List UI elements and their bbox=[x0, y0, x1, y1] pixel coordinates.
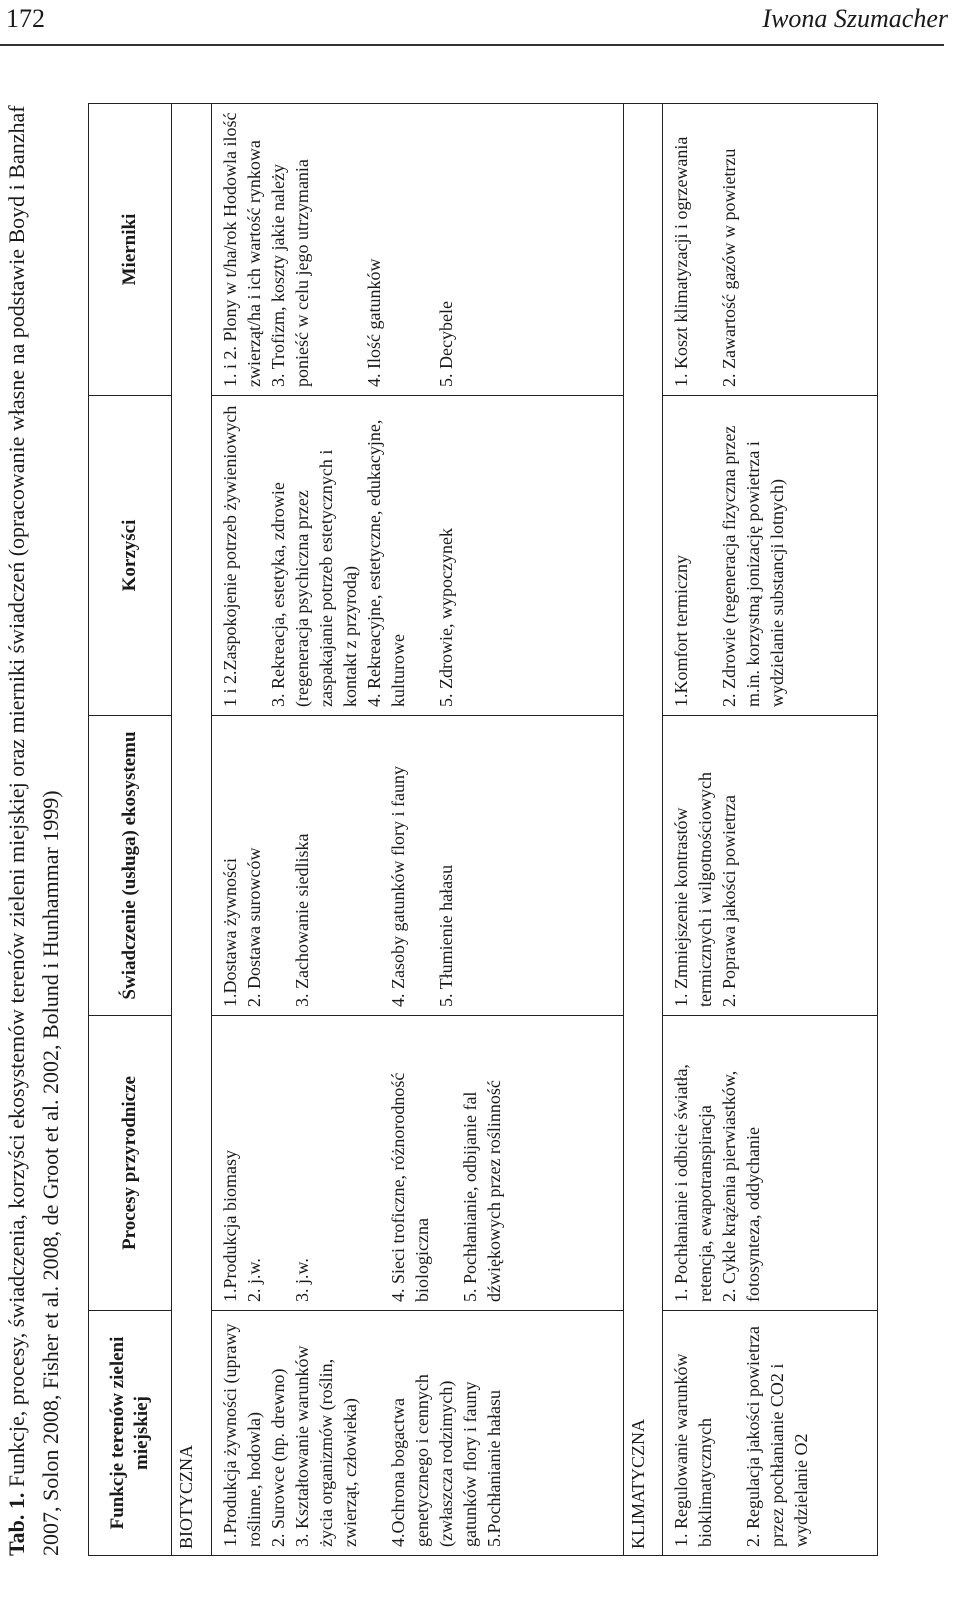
list-item: 1. Zmniejszenie kontrastów termicznych i wilgotnościowych bbox=[671, 772, 716, 1007]
list-item: 5. Decybele bbox=[436, 301, 457, 387]
list-item: 1.Komfort termiczny bbox=[671, 555, 692, 707]
list-item: 1. Regulowanie warunków bioklimatycznych bbox=[671, 1353, 716, 1547]
column-header-services: Świadczenie (usługa) ekosystemu bbox=[89, 716, 172, 1016]
column-header-functions: Funkcje terenów zieleni miejskiej bbox=[89, 1311, 172, 1556]
benefits-cell bbox=[212, 396, 624, 716]
processes-cell bbox=[212, 1016, 624, 1311]
table-header-row bbox=[89, 104, 172, 1556]
list-item: 2. Poprawa jakości powietrza bbox=[719, 795, 740, 1007]
list-item: 2. Cykle krążenia pierwiastków, fotosynteza, oddychanie bbox=[719, 1070, 764, 1302]
list-item: 1. Pochłanianie i odbicie światła, retencja, ewapotranspiracja bbox=[671, 1064, 716, 1302]
list-item: 1 i 2.Zaspokojenie potrzeb żywieniowych bbox=[220, 405, 241, 707]
functions-cell bbox=[212, 1311, 624, 1556]
list-item: 1.Dostawa żywności bbox=[220, 858, 241, 1007]
list-item: 5.Pochłanianie hałasu bbox=[484, 1390, 505, 1547]
list-item: 1. i 2. Plony w t/ha/rok Hodowla ilość zwierząt/ha i ich wartość rynkowa bbox=[220, 112, 265, 387]
services-cell bbox=[663, 716, 878, 1016]
table-caption bbox=[0, 76, 68, 1556]
section-row-biotyczna bbox=[172, 104, 212, 1556]
list-item: 1.Produkcja żywności (uprawy roślinne, hodowla) bbox=[220, 1323, 265, 1547]
list-item: 3. Kształtowanie warunków życia organizmów (roślin, zwierząt, człowieka) bbox=[292, 1345, 361, 1547]
list-item: 5. Zdrowie, wypoczynek bbox=[436, 528, 457, 707]
caption-label: Tab. 1. bbox=[4, 1492, 29, 1556]
measures-cell bbox=[212, 104, 624, 396]
section-title: KLIMATYCZNA bbox=[623, 104, 663, 1556]
header-rule bbox=[0, 44, 944, 46]
list-item: 4. Sieci troficzne, różnorodność biologiczna bbox=[388, 1072, 433, 1302]
list-item: 2. Surowce (np. drewno) bbox=[268, 1368, 289, 1547]
running-head-author: Iwona Szumacher bbox=[762, 4, 948, 33]
list-item: 3. Rekreacja, estetyka, zdrowie (regeneracja psychiczna przez zaspakajanie potrzeb estetycznych i kontakt z przyrodą) bbox=[268, 449, 361, 707]
list-item: 2. Zdrowie (regeneracja fizyczna przez m.in. korzystną jonizację powietrza i wydzielanie substancji lotnych) bbox=[719, 425, 788, 707]
column-header-processes: Procesy przyrodnicze bbox=[89, 1016, 172, 1311]
section-row-klimatyczna bbox=[623, 104, 663, 1556]
list-item: 2. Zawartość gazów w powietrzu bbox=[719, 148, 740, 387]
list-item: 3. Zachowanie siedliska bbox=[292, 833, 313, 1007]
section-title: BIOTYCZNA bbox=[172, 104, 212, 1556]
ecosystem-services-table bbox=[88, 103, 878, 1556]
measures-cell bbox=[663, 104, 878, 396]
list-item: 2. Regulacja jakości powietrza przez pochłanianie CO2 i wydzielanie O2 bbox=[743, 1326, 812, 1547]
benefits-cell bbox=[663, 396, 878, 716]
list-item: 5. Tłumienie hałasu bbox=[436, 864, 457, 1007]
list-item: 4.Ochrona bogactwa genetycznego i cennych (zwłaszcza rodzimych) gatunków flory i fauny bbox=[388, 1374, 481, 1547]
list-item: 4. Rekreacyjne, estetyczne, edukacyjne, kulturowe bbox=[364, 419, 409, 707]
list-item: 2. Dostawa surowców bbox=[244, 847, 265, 1007]
list-item: 4. Zasoby gatunków flory i fauny bbox=[388, 766, 409, 1007]
services-cell bbox=[212, 716, 624, 1016]
list-item: 3. j.w. bbox=[292, 1258, 313, 1302]
list-item: 1.Produkcja biomasy bbox=[220, 1150, 241, 1302]
column-header-benefits: Korzyści bbox=[89, 396, 172, 716]
processes-cell bbox=[663, 1016, 878, 1311]
list-item: 5. Pochłanianie, odbijanie fal dźwiękowych przez roślinność bbox=[460, 1080, 505, 1302]
table-row-biotyczna bbox=[212, 104, 624, 1556]
functions-cell bbox=[663, 1311, 878, 1556]
rotated-table-block bbox=[0, 76, 900, 1556]
list-item: 2. j.w. bbox=[244, 1258, 265, 1302]
column-header-measures: Mierniki bbox=[89, 104, 172, 396]
list-item: 1. Koszt klimatyzacji i ogrzewania bbox=[671, 136, 692, 387]
table-row-klimatyczna bbox=[663, 104, 878, 1556]
page-number: 172 bbox=[6, 4, 45, 33]
list-item: 4. Ilość gatunków bbox=[364, 258, 385, 387]
caption-text: Funkcje, procesy, świadczenia, korzyści ekosystemów terenów zieleni miejskiej oraz mierniki świadczeń (opracowanie własne na podstawie Boyd i Banzhaf 2007, Solon 2008, Fisher et al. 2008, de Groot et al. 2002, Bolund i Hunhammar 1999) bbox=[4, 105, 63, 1556]
list-item: 3. Trofizm, koszty jakie należy ponieść w celu jego utrzymania bbox=[268, 159, 313, 387]
